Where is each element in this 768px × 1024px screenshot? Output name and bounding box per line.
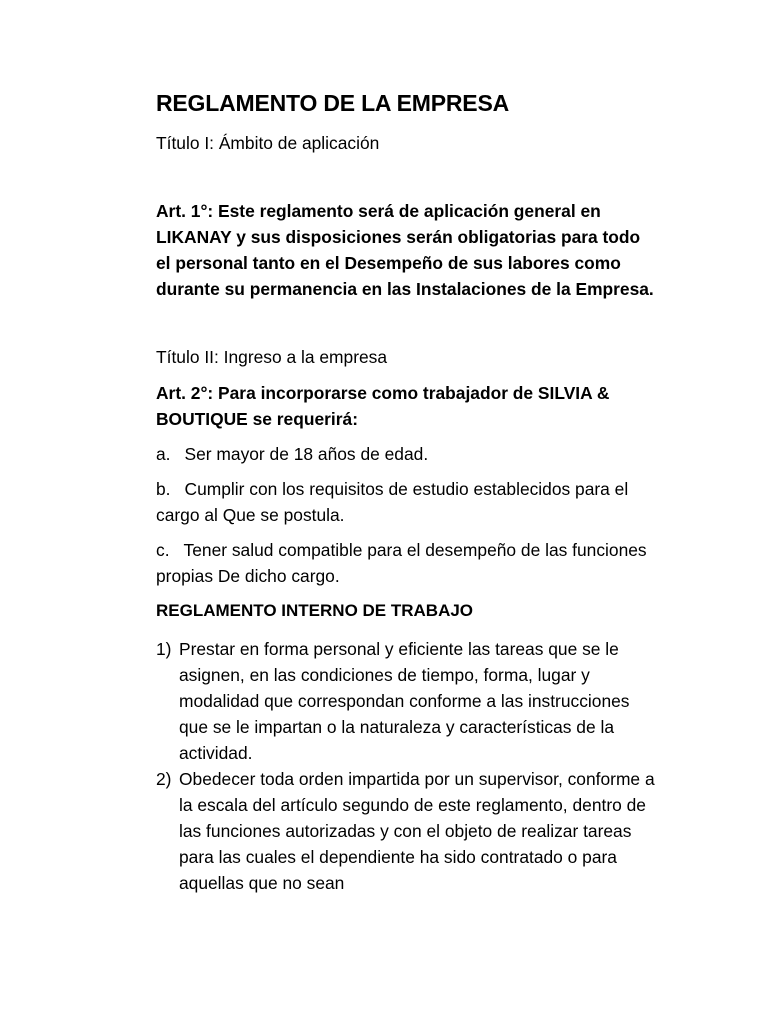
article-2: Art. 2°: Para incorporarse como trabajador de SILVIA & BOUTIQUE se requerirá:	[156, 383, 610, 429]
requirement-item-b	[156, 476, 656, 528]
requirement-item-a	[156, 441, 656, 467]
article-1: Art. 1°: Este reglamento será de aplicación general en LIKANAY y sus disposiciones serán obligatorias para todo el personal tanto en el Desempeño de sus labores como durante su permanencia en las Instalaciones de la Empresa.	[156, 201, 654, 299]
document-page	[156, 88, 656, 896]
requirement-text: Cumplir con los requisitos de estudio establecidos para el cargo al Que se postula.	[156, 479, 629, 525]
rule-text: Prestar en forma personal y eficiente las tareas que se le asignen, en las condiciones de tiempo, forma, lugar y modalidad que correspondan conforme a las instrucciones que se le impartan o la naturaleza y características de la actividad.	[179, 639, 630, 763]
requirement-marker: b.	[156, 479, 171, 499]
titulo-2-heading: Título II: Ingreso a la empresa	[156, 347, 388, 367]
rule-text: Obedecer toda orden impartida por un supervisor, conforme a la escala del artículo segundo de este reglamento, dentro de las funciones autorizadas y con el objeto de realizar tareas para las cuales el dependiente ha sido contratado o para aquellas que no sean	[179, 769, 655, 893]
section-heading: REGLAMENTO INTERNO DE TRABAJO	[156, 601, 474, 620]
requirement-marker: c.	[156, 540, 170, 560]
requirement-text: Tener salud compatible para el desempeño de las funciones propias De dicho cargo.	[156, 540, 647, 586]
list-item	[156, 766, 656, 896]
document-title: REGLAMENTO DE LA EMPRESA	[156, 90, 510, 116]
rule-number: 1)	[156, 639, 172, 659]
list-item	[156, 636, 656, 766]
requirement-marker: a.	[156, 444, 171, 464]
requirement-text: Ser mayor de 18 años de edad.	[184, 444, 429, 464]
titulo-1-heading: Título I: Ámbito de aplicación	[156, 133, 380, 153]
rule-number: 2)	[156, 769, 172, 789]
rules-list	[156, 636, 656, 896]
requirement-item-c	[156, 537, 656, 589]
